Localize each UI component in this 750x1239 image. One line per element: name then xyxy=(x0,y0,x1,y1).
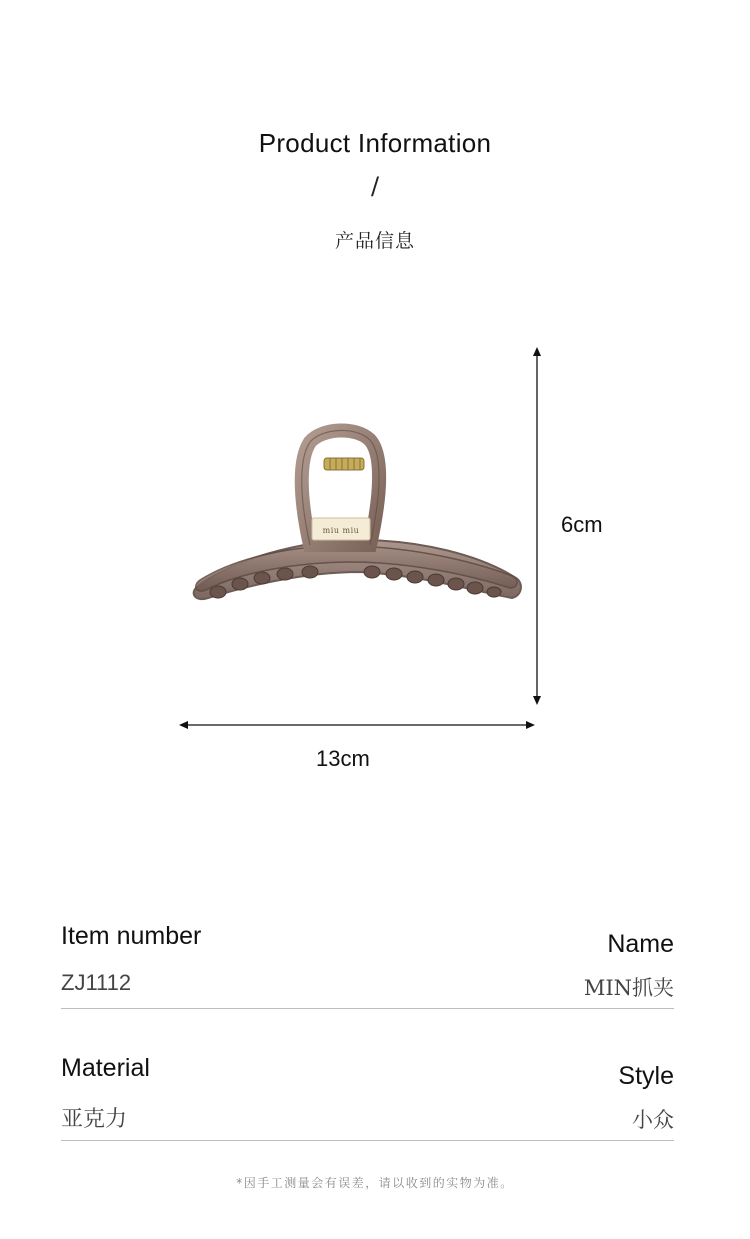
spec-row-material xyxy=(61,1054,674,1164)
name-value: MIN抓夹 xyxy=(583,976,674,1000)
measurement-disclaimer: *因手工测量会有误差，请以收到的实物为准。 xyxy=(236,1176,514,1190)
item-number-label: Item number xyxy=(61,922,202,950)
svg-text:miu miu: miu miu xyxy=(322,526,360,535)
material-label: Material xyxy=(61,1054,150,1082)
spec-row-item-number xyxy=(61,922,674,1032)
material-value: 亚克力 xyxy=(61,1107,128,1132)
item-number-value: ZJ1112 xyxy=(61,970,132,995)
style-value: 小众 xyxy=(632,1108,674,1132)
page-subtitle: 产品信息 xyxy=(334,230,415,252)
height-label: 6cm xyxy=(561,512,603,537)
title-divider-slash: / xyxy=(370,172,380,200)
page-title: Product Information xyxy=(258,128,492,158)
hair-clip-image xyxy=(194,430,521,599)
spec-divider xyxy=(61,1140,674,1141)
name-label: Name xyxy=(607,930,674,958)
width-label: 13cm xyxy=(316,746,370,771)
width-arrow xyxy=(179,721,535,729)
style-label: Style xyxy=(618,1062,674,1090)
height-arrow xyxy=(533,347,541,705)
spec-divider xyxy=(61,1008,674,1009)
